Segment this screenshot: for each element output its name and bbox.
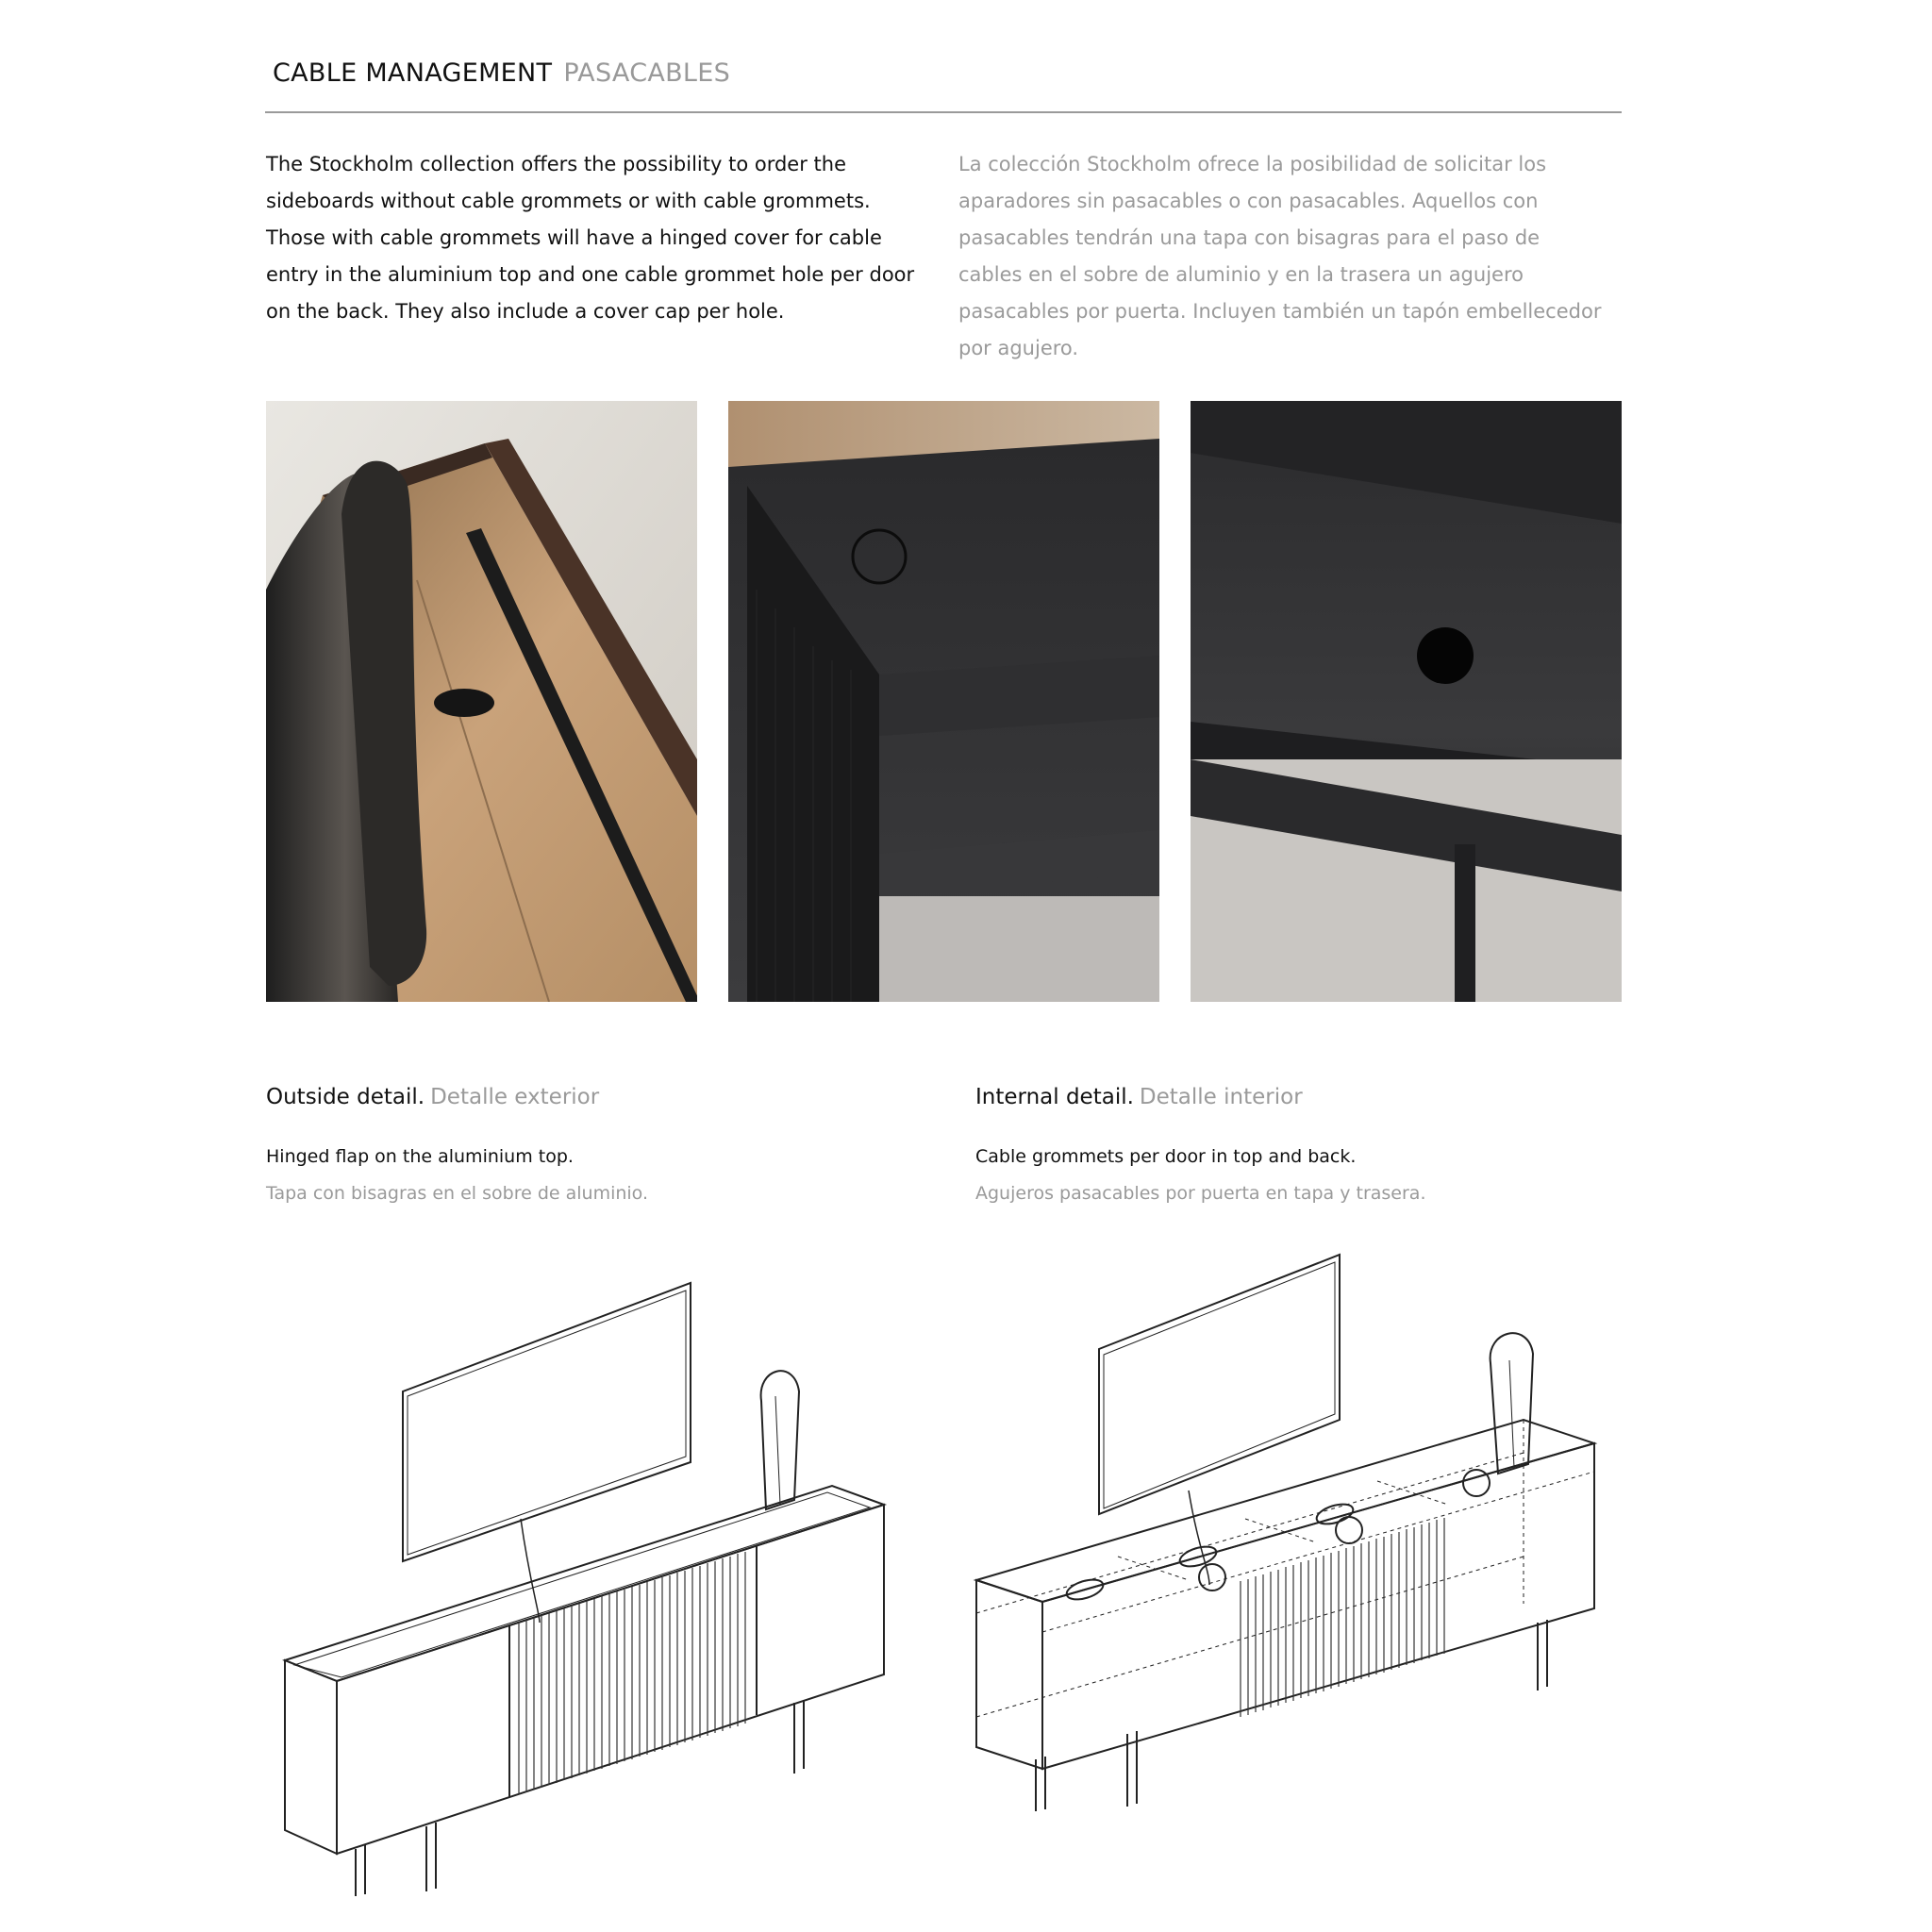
- outside-detail-drawing: [266, 1245, 908, 1906]
- internal-detail-title-translation: Detalle interior: [1139, 1085, 1303, 1109]
- section-title: CABLE MANAGEMENT: [273, 58, 553, 88]
- internal-detail-title: Internal detail.: [975, 1085, 1134, 1109]
- internal-detail-text: Cable grommets per door in top and back.: [975, 1146, 1357, 1167]
- outside-detail-title-translation: Detalle exterior: [430, 1085, 600, 1109]
- photo-back-grommet: [1191, 401, 1622, 1002]
- section-title-translation: PASACABLES: [563, 58, 731, 88]
- photo-aluminium-top: [266, 401, 697, 1002]
- intro-text-english: The Stockholm collection offers the possibility to order the sideboards without cable grommets or with cable grommets. Those with cable grommets will have a hinged cover for cable entry in the aluminium top and one cable grommet hole per door on the back. They also include a cover cap per hole.: [266, 153, 915, 323]
- photo-interior-grommet: [728, 401, 1159, 1002]
- intro-text-spanish: La colección Stockholm ofrece la posibilidad de solicitar los aparadores sin pasacables o con pasacables. Aquellos con pasacables tendrán una tapa con bisagras para el paso de cables en el sobre de aluminio y en la trasera un agujero pasacables por puerta. Incluyen también un tapón embellecedor por agujero.: [958, 153, 1602, 359]
- section-header: [273, 58, 730, 88]
- header-divider: [265, 111, 1622, 113]
- internal-detail-heading: [975, 1085, 1303, 1109]
- outside-detail-text-translation: Tapa con bisagras en el sobre de aluminio.: [266, 1183, 649, 1204]
- outside-detail-text: Hinged flap on the aluminium top.: [266, 1146, 574, 1167]
- outside-detail-heading: [266, 1085, 599, 1109]
- internal-detail-drawing: [962, 1245, 1623, 1906]
- outside-detail-title: Outside detail.: [266, 1085, 425, 1109]
- internal-detail-text-translation: Agujeros pasacables por puerta en tapa y trasera.: [975, 1183, 1426, 1204]
